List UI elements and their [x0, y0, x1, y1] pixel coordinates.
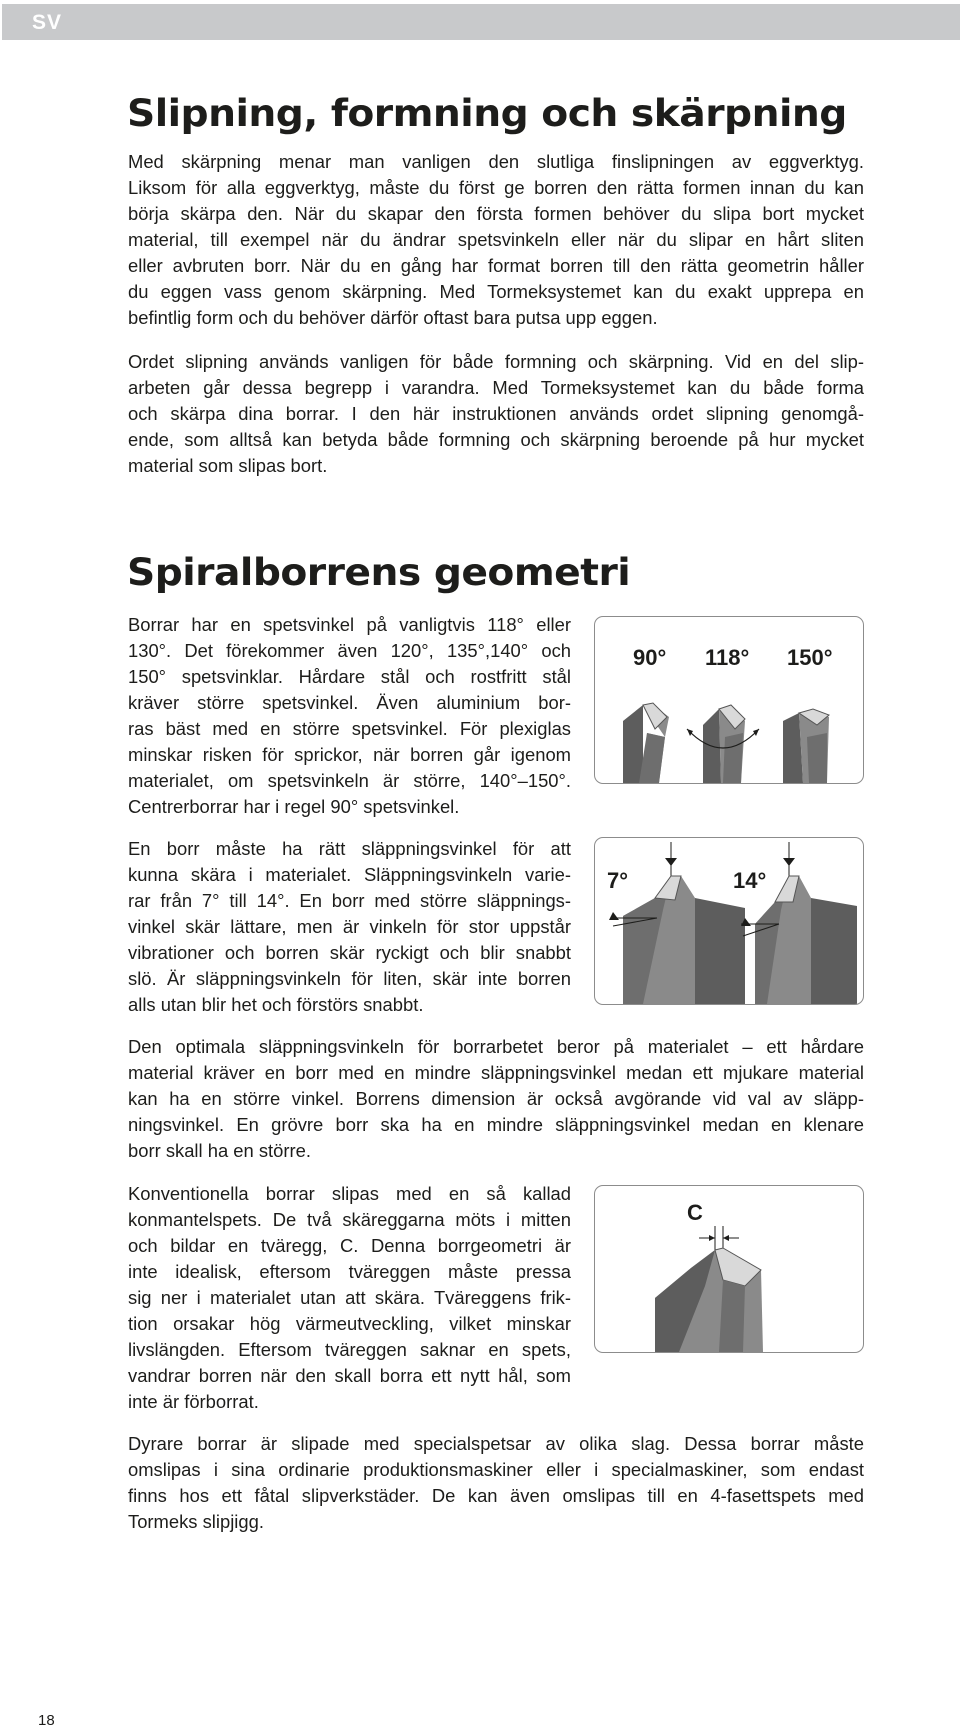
- text-line: material kräver en borr med en mindre släppningsvinkel medan ett mjukare material: [128, 1062, 864, 1083]
- paragraph-grinding-term: [128, 349, 864, 479]
- text-line: materialet, om spetsvinkeln är större, 140°–150°.: [128, 770, 571, 791]
- drill-chisel: [655, 1248, 763, 1352]
- text-line: omslipas i sina ordinarie produktionsmaskiner eller i specialmaskiner, som endast: [128, 1459, 864, 1480]
- text-line: Centrerborrar har i regel 90° spetsvinkel.: [128, 796, 460, 817]
- paragraph-clearance-angle: [128, 836, 571, 1018]
- text-line: En borr måste ha rätt släppningsvinkel för att: [128, 838, 571, 859]
- text-line: vandrar borren när den skall borra ett nytt hål, som: [128, 1365, 571, 1386]
- angle-label-90: 90°: [633, 645, 667, 670]
- angle-label-150: 150°: [787, 645, 833, 670]
- text-line: Konventionella borrar slipas med en så kallad: [128, 1183, 571, 1204]
- page-number: 18: [38, 1712, 55, 1729]
- text-line: sig ner i materialet utan att skära. Tväreggens frik-: [128, 1287, 571, 1308]
- text-line: Med skärpning menar man vanligen den slutliga finslipningen av eggverktyg.: [128, 151, 864, 172]
- text-line: finns hos ett fåtal slipverkstäder. De kan även omslipas till en 4-fasettspets med: [128, 1485, 864, 1506]
- text-line: 130°. Det förekommer även 120°, 135°,140° och: [128, 640, 571, 661]
- chisel-edge-label: C: [687, 1200, 703, 1225]
- text-line: ras bäst med en större spetsvinkel. För plexiglas: [128, 718, 571, 739]
- text-line: Borrar har en spetsvinkel på vanligtvis 118° eller: [128, 614, 571, 635]
- language-label: SV: [32, 11, 63, 34]
- text-line: Dyrare borrar är slipade med specialspetsar av olika slag. Dessa borrar måste: [128, 1433, 864, 1454]
- text-line: Den optimala släppningsvinkeln för borrarbetet beror på materialet – ett hårdare: [128, 1036, 864, 1057]
- text-line: eller avbruten borr. När du en gång har format borren till den rätta geometrin håller: [128, 255, 864, 276]
- drill-90: [623, 703, 669, 783]
- text-line: vinkel skär lättare, men är vinkeln för stor uppstår: [128, 916, 571, 937]
- section-title-drill-geometry: Spiralborrens geometri: [127, 551, 631, 594]
- angle-label-118: 118°: [705, 645, 750, 670]
- drill-clearance-7: [609, 842, 745, 1004]
- text-line: Liksom för alla eggverktyg, måste du först ge borren den rätta formen innan du kan: [128, 177, 864, 198]
- text-line: slö. Är släppningsvinkeln för liten, skär inte borren: [128, 968, 571, 989]
- text-line: arbeten går dessa begrepp i varandra. Med Tormeksystemet kan du både forma: [128, 377, 864, 398]
- text-line: rar från 7° till 14°. En borr med större släppnings-: [128, 890, 571, 911]
- text-line: livslängden. Eftersom tväreggen saknar en spets,: [128, 1339, 571, 1360]
- text-line: befintlig form och du behöver därför oftast bara putsa upp eggen.: [128, 307, 658, 328]
- text-line: 150° spetsvinklar. Hårdare stål och rostfritt stål: [128, 666, 571, 687]
- text-line: material som slipas bort.: [128, 455, 328, 476]
- text-line: inte idealisk, eftersom tväreggen måste pressa: [128, 1261, 571, 1282]
- drill-clearance-14: [741, 842, 857, 1004]
- paragraph-sharpening-intro: [128, 149, 864, 331]
- text-line: inte är förborrat.: [128, 1391, 259, 1412]
- section-title-sharpening: Slipning, formning och skärpning: [127, 92, 847, 135]
- drill-118: [687, 705, 759, 783]
- text-line: Ordet slipning används vanligen för både formning och skärpning. Vid en del slip-: [128, 351, 864, 372]
- text-line: ningsvinkel. En grövre borr ska ha en mindre släppningsvinkel medan en klenare: [128, 1114, 864, 1135]
- clearance-angle-illustration: [595, 838, 863, 1004]
- text-line: tion orsakar hög värmeutveckling, vilket minskar: [128, 1313, 571, 1334]
- text-line: konmantelspets. De två skäreggarna möts i mitten: [128, 1209, 571, 1230]
- figure-point-angles: [594, 616, 864, 784]
- text-line: Tormeks slipjigg.: [128, 1511, 264, 1532]
- text-line: ende, som alltså kan betyda både formning och skärpning beroende på hur mycket: [128, 429, 864, 450]
- text-line: kunna skära i materialet. Släppningsvinkeln varie-: [128, 864, 571, 885]
- text-line: och bildar en tväregg, C. Denna borrgeometri är: [128, 1235, 571, 1256]
- drill-150: [783, 709, 829, 783]
- text-line: och skärpa dina borrar. I den här instruktionen används ordet slipning genomgå-: [128, 403, 864, 424]
- figure-chisel-edge: [594, 1185, 864, 1353]
- text-line: minskar risken för sprickor, när borren går igenom: [128, 744, 571, 765]
- text-line: vibrationer och borren skär ryckigt och blir snabbt: [128, 942, 571, 963]
- paragraph-optimal-clearance: [128, 1034, 864, 1164]
- text-line: alls utan blir het och förstörs snabbt.: [128, 994, 424, 1015]
- angle-label-14: 14°: [733, 868, 767, 893]
- paragraph-special-points: [128, 1431, 864, 1535]
- text-line: kräver större spetsvinkel. Även aluminium bor-: [128, 692, 571, 713]
- point-angle-illustration: [595, 617, 863, 783]
- header-bar: [2, 4, 960, 40]
- paragraph-point-angle: [128, 612, 571, 820]
- text-line: material, till exempel när du ändrar spetsvinkeln eller när du slipar en hårt sliten: [128, 229, 864, 250]
- chisel-edge-illustration: [595, 1186, 863, 1352]
- figure-clearance-angles: [594, 837, 864, 1005]
- text-line: du eggen vass genom skärpning. Med Tormeksystemet kan du exakt upprepa en: [128, 281, 864, 302]
- angle-label-7: 7°: [607, 868, 629, 893]
- paragraph-conical-point: [128, 1181, 571, 1415]
- text-line: börja skärpa den. När du skapar den första formen behöver du slipa bort mycket: [128, 203, 864, 224]
- text-line: kan ha en större vinkel. Borrens dimension är också avgörande vid val av släpp-: [128, 1088, 864, 1109]
- text-line: borr skall ha en större.: [128, 1140, 311, 1161]
